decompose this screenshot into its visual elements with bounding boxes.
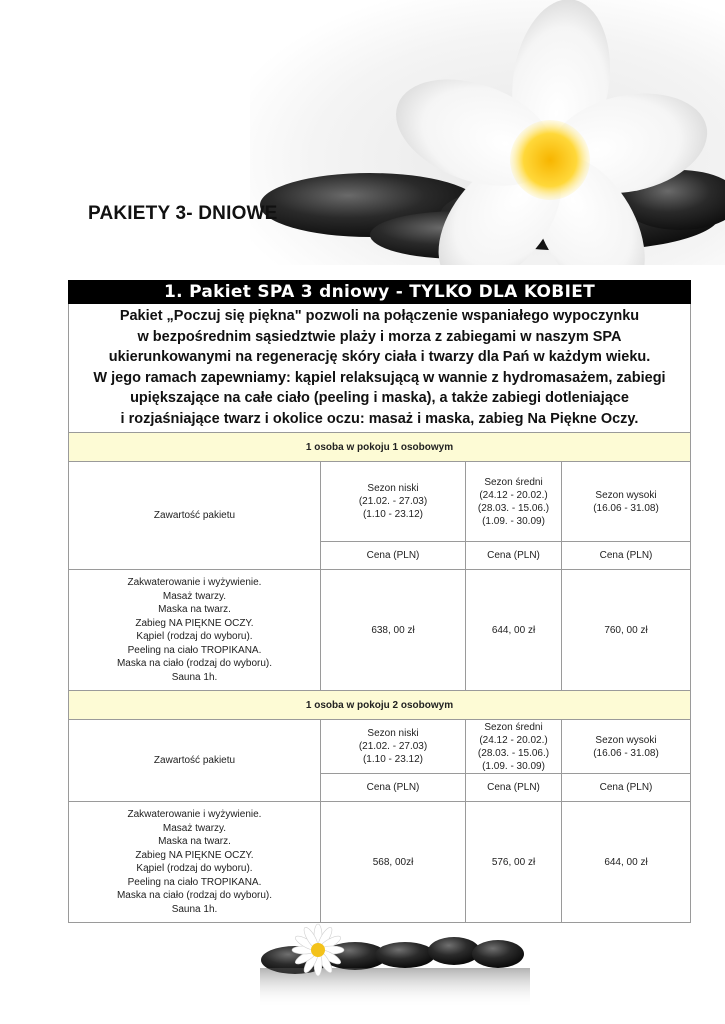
page-heading: PAKIETY 3- DNIOWE (88, 203, 278, 224)
price-low: 568, 00zł (321, 802, 466, 923)
description-line: upiększające na całe ciało (peeling i maska), a także zabiegi dotleniające (130, 390, 629, 406)
season-low (321, 720, 466, 774)
package-description-row (69, 304, 691, 433)
season-dates: (28.03. - 15.06.) (477, 502, 550, 514)
package-item: Maska na ciało (rodzaj do wyboru). (116, 890, 273, 901)
content-label: Zawartość pakietu (69, 720, 321, 802)
season-dates: (16.06 - 31.08) (593, 747, 659, 759)
room-type-row (69, 691, 691, 720)
season-dates: (28.03. - 15.06.) (477, 747, 550, 759)
room-type-label: 1 osoba w pokoju 1 osobowym (69, 433, 691, 462)
season-name: Sezon niski (367, 728, 419, 739)
description-line: ukierunkowanymi na regenerację skóry ciała i twarzy dla Pań w każdym wieku. (108, 349, 651, 365)
package-item: Maska na twarz. (158, 836, 231, 847)
price-header: Cena (PLN) (321, 542, 466, 570)
season-row (69, 720, 691, 774)
package-description (69, 304, 691, 433)
package-item: Zabieg NA PIĘKNE OCZY. (135, 617, 254, 629)
season-dates: (21.02. - 27.03) (358, 496, 428, 507)
season-name: Sezon średni (484, 721, 543, 733)
season-name: Sezon niski (367, 483, 419, 494)
season-high (562, 462, 691, 542)
package-item: Peeling na ciało TROPIKANA. (127, 876, 262, 888)
season-name: Sezon średni (484, 476, 543, 488)
season-name: Sezon wysoki (595, 489, 657, 501)
season-high (562, 720, 691, 774)
package-item: Sauna 1h. (171, 671, 218, 683)
season-dates: (1.10 - 23.12) (362, 754, 424, 765)
price-header: Cena (PLN) (466, 774, 562, 802)
package-title-row (69, 281, 691, 304)
season-mid (466, 720, 562, 774)
season-dates: (1.09. - 30.09) (482, 760, 545, 772)
season-name: Sezon wysoki (595, 734, 657, 746)
price-mid: 576, 00 zł (466, 802, 562, 923)
daisy-spa-stones-image (240, 800, 540, 1024)
season-dates: (1.09. - 30.09) (482, 515, 545, 527)
season-low (321, 462, 466, 542)
package-item: Peeling na ciało TROPIKANA. (127, 644, 262, 656)
package-item: Maska na twarz. (158, 604, 231, 615)
description-line: i rozjaśniające twarz i okolice oczu: masaż i maska, zabieg Na Piękne Oczy. (120, 410, 639, 427)
package-item: Kąpiel (rodzaj do wyboru). (136, 631, 253, 642)
season-row (69, 462, 691, 542)
price-high: 644, 00 zł (562, 802, 691, 923)
package-item: Zabieg NA PIĘKNE OCZY. (135, 849, 254, 861)
season-dates: (16.06 - 31.08) (593, 502, 659, 514)
package-title: 1. Pakiet SPA 3 dniowy - TYLKO DLA KOBIET (69, 281, 691, 304)
season-dates: (21.02. - 27.03) (358, 741, 428, 752)
price-header: Cena (PLN) (321, 774, 466, 802)
package-items (69, 570, 321, 691)
package-item: Maska na ciało (rodzaj do wyboru). (116, 658, 273, 669)
package-item: Masaż twarzy. (162, 590, 227, 602)
season-mid (466, 462, 562, 542)
price-high: 760, 00 zł (562, 570, 691, 691)
package-item: Zakwaterowanie i wyżywienie. (127, 577, 262, 588)
package-item: Kąpiel (rodzaj do wyboru). (136, 863, 253, 874)
description-line: Pakiet „Poczuj się piękna" pozwoli na połączenie wspaniałego wypoczynku (119, 308, 640, 324)
season-dates: (24.12 - 20.02.) (479, 489, 548, 501)
room-type-row (69, 433, 691, 462)
package-item: Masaż twarzy. (162, 822, 227, 834)
price-mid: 644, 00 zł (466, 570, 562, 691)
price-row (69, 570, 691, 691)
season-dates: (1.10 - 23.12) (362, 509, 424, 520)
frangipani-spa-stones-image (250, 0, 725, 265)
package-item: Sauna 1h. (171, 903, 218, 915)
price-low: 638, 00 zł (321, 570, 466, 691)
price-header: Cena (PLN) (466, 542, 562, 570)
description-line: W jego ramach zapewniamy: kąpiel relaksującą w wannie z hydromasażem, zabiegi (93, 369, 666, 386)
season-dates: (24.12 - 20.02.) (479, 734, 548, 746)
package-item: Zakwaterowanie i wyżywienie. (127, 809, 262, 820)
price-header: Cena (PLN) (562, 542, 691, 570)
price-header: Cena (PLN) (562, 774, 691, 802)
room-type-label: 1 osoba w pokoju 2 osobowym (69, 691, 691, 720)
description-line: w bezpośrednim sąsiedztwie plaży i morza z zabiegami w naszym SPA (137, 328, 622, 345)
content-label: Zawartość pakietu (69, 462, 321, 570)
